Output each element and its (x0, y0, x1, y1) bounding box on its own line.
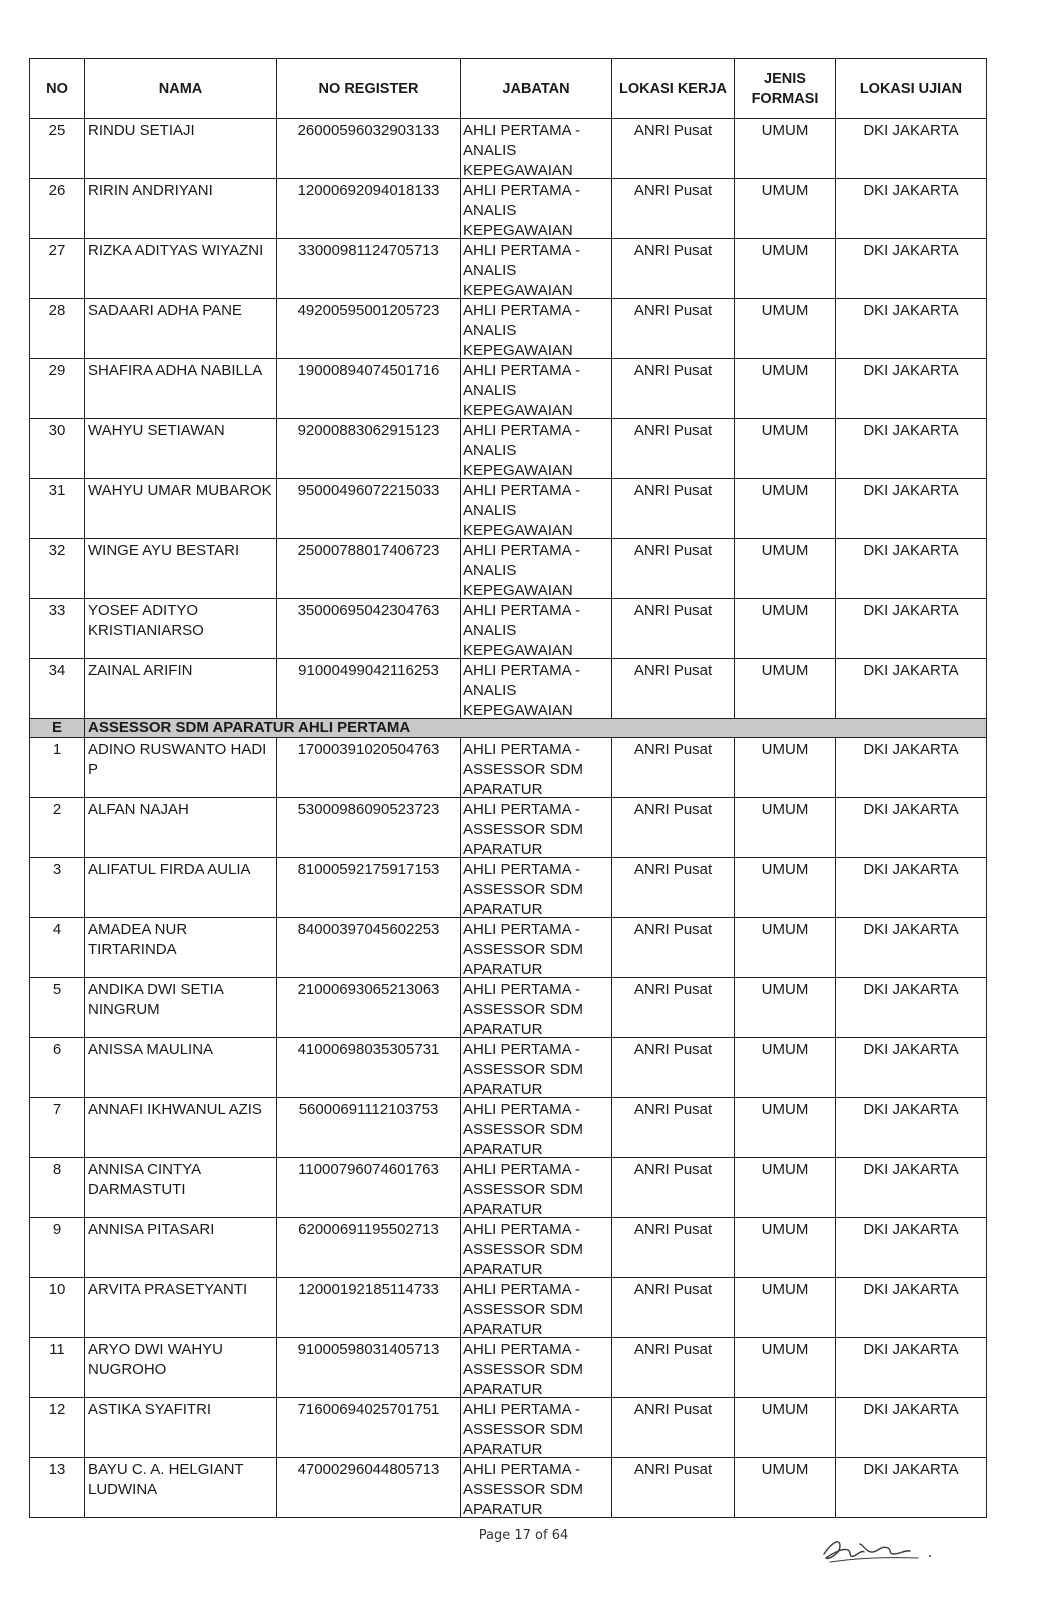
row-jenis-formasi: UMUM (735, 738, 836, 798)
row-no: 13 (30, 1458, 85, 1518)
row-jenis-formasi: UMUM (735, 1098, 836, 1158)
row-register: 25000788017406723 (277, 539, 461, 599)
row-jabatan-text: AHLI PERTAMA - ASSESSOR SDM APARATUR (463, 741, 584, 797)
row-nama: YOSEF ADITYO KRISTIANIARSO (85, 599, 277, 659)
row-lokasi-ujian: DKI JAKARTA (836, 798, 987, 858)
row-register: 41000698035305731 (277, 1038, 461, 1098)
row-jenis-formasi: UMUM (735, 978, 836, 1038)
table-row (30, 978, 987, 1038)
row-jabatan-text: AHLI PERTAMA - ASSESSOR SDM APARATUR (463, 921, 584, 977)
row-no: 9 (30, 1218, 85, 1278)
row-jabatan (461, 179, 612, 239)
row-nama: WINGE AYU BESTARI (85, 539, 277, 599)
row-jabatan-text: AHLI PERTAMA - ASSESSOR SDM APARATUR (463, 1401, 584, 1457)
row-nama: ZAINAL ARIFIN (85, 659, 277, 719)
row-jenis-formasi: UMUM (735, 539, 836, 599)
row-jabatan-text: AHLI PERTAMA - ASSESSOR SDM APARATUR (463, 1161, 584, 1217)
row-register: 95000496072215033 (277, 479, 461, 539)
table-row (30, 359, 987, 419)
row-lokasi-ujian: DKI JAKARTA (836, 1458, 987, 1518)
row-lokasi-kerja: ANRI Pusat (612, 978, 735, 1038)
row-lokasi-ujian: DKI JAKARTA (836, 978, 987, 1038)
table-row (30, 1278, 987, 1338)
row-jabatan-text: AHLI PERTAMA - ANALIS KEPEGAWAIAN (463, 362, 580, 418)
row-no: 29 (30, 359, 85, 419)
row-no: 12 (30, 1398, 85, 1458)
table-row (30, 1158, 987, 1218)
header-register: NO REGISTER (277, 59, 461, 119)
table-row (30, 419, 987, 479)
row-lokasi-kerja: ANRI Pusat (612, 299, 735, 359)
row-nama: ANDIKA DWI SETIA NINGRUM (85, 978, 277, 1038)
row-lokasi-kerja: ANRI Pusat (612, 539, 735, 599)
row-jenis-formasi: UMUM (735, 479, 836, 539)
row-lokasi-kerja: ANRI Pusat (612, 858, 735, 918)
row-jabatan (461, 798, 612, 858)
row-jabatan-text: AHLI PERTAMA - ASSESSOR SDM APARATUR (463, 981, 584, 1037)
row-register: 19000894074501716 (277, 359, 461, 419)
row-jenis-formasi: UMUM (735, 239, 836, 299)
row-no: 4 (30, 918, 85, 978)
row-jabatan-text: AHLI PERTAMA - ASSESSOR SDM APARATUR (463, 1101, 584, 1157)
row-lokasi-kerja: ANRI Pusat (612, 1098, 735, 1158)
row-register: 84000397045602253 (277, 918, 461, 978)
header-jenis-formasi-line1: JENIS (764, 70, 806, 87)
row-no: 2 (30, 798, 85, 858)
table-row (30, 1398, 987, 1458)
row-lokasi-ujian: DKI JAKARTA (836, 1098, 987, 1158)
header-jabatan: JABATAN (461, 59, 612, 119)
row-register: 92000883062915123 (277, 419, 461, 479)
row-no: 10 (30, 1278, 85, 1338)
row-lokasi-kerja: ANRI Pusat (612, 179, 735, 239)
header-lokasi-kerja: LOKASI KERJA (612, 59, 735, 119)
row-jabatan (461, 239, 612, 299)
row-nama: ANNISA PITASARI (85, 1218, 277, 1278)
table-row (30, 798, 987, 858)
row-jabatan (461, 738, 612, 798)
table-row (30, 1458, 987, 1518)
row-register: 49200595001205723 (277, 299, 461, 359)
candidate-table (29, 58, 987, 1518)
row-jabatan (461, 359, 612, 419)
table-row (30, 1218, 987, 1278)
row-register: 81000592175917153 (277, 858, 461, 918)
table-row (30, 539, 987, 599)
row-jenis-formasi: UMUM (735, 599, 836, 659)
row-jabatan (461, 599, 612, 659)
row-jabatan (461, 1158, 612, 1218)
row-nama: RIRIN ANDRIYANI (85, 179, 277, 239)
row-jenis-formasi: UMUM (735, 798, 836, 858)
header-jenis-formasi (735, 59, 836, 119)
table-row (30, 1038, 987, 1098)
row-lokasi-kerja: ANRI Pusat (612, 1278, 735, 1338)
table-row (30, 479, 987, 539)
row-register: 11000796074601763 (277, 1158, 461, 1218)
row-lokasi-kerja: ANRI Pusat (612, 1398, 735, 1458)
row-no: 11 (30, 1338, 85, 1398)
row-jenis-formasi: UMUM (735, 179, 836, 239)
row-no: 28 (30, 299, 85, 359)
row-nama: WAHYU UMAR MUBAROK (85, 479, 277, 539)
row-lokasi-ujian: DKI JAKARTA (836, 1278, 987, 1338)
row-nama: ALIFATUL FIRDA AULIA (85, 858, 277, 918)
row-no: 32 (30, 539, 85, 599)
row-lokasi-kerja: ANRI Pusat (612, 1038, 735, 1098)
header-nama: NAMA (85, 59, 277, 119)
row-lokasi-ujian: DKI JAKARTA (836, 239, 987, 299)
section-row (30, 719, 987, 738)
row-register: 47000296044805713 (277, 1458, 461, 1518)
row-jabatan-text: AHLI PERTAMA - ANALIS KEPEGAWAIAN (463, 662, 580, 718)
row-jabatan (461, 1098, 612, 1158)
row-lokasi-ujian: DKI JAKARTA (836, 1158, 987, 1218)
row-lokasi-ujian: DKI JAKARTA (836, 119, 987, 179)
row-register: 71600694025701751 (277, 1398, 461, 1458)
row-register: 12000692094018133 (277, 179, 461, 239)
row-jabatan (461, 299, 612, 359)
row-jenis-formasi: UMUM (735, 1338, 836, 1398)
row-jabatan-text: AHLI PERTAMA - ANALIS KEPEGAWAIAN (463, 602, 580, 658)
row-jabatan (461, 1458, 612, 1518)
row-lokasi-kerja: ANRI Pusat (612, 119, 735, 179)
signature-icon (818, 1524, 938, 1570)
row-lokasi-kerja: ANRI Pusat (612, 1458, 735, 1518)
table-row (30, 738, 987, 798)
row-no: 25 (30, 119, 85, 179)
row-nama: BAYU C. A. HELGIANT LUDWINA (85, 1458, 277, 1518)
table-header-row (30, 59, 987, 119)
row-nama: AMADEA NUR TIRTARINDA (85, 918, 277, 978)
row-jenis-formasi: UMUM (735, 1278, 836, 1338)
row-nama: ASTIKA SYAFITRI (85, 1398, 277, 1458)
row-jabatan (461, 1338, 612, 1398)
row-jabatan (461, 659, 612, 719)
row-jenis-formasi: UMUM (735, 359, 836, 419)
row-no: 8 (30, 1158, 85, 1218)
row-lokasi-ujian: DKI JAKARTA (836, 359, 987, 419)
row-jabatan-text: AHLI PERTAMA - ANALIS KEPEGAWAIAN (463, 422, 580, 478)
table-row (30, 299, 987, 359)
section-code: E (30, 719, 85, 738)
row-nama: RINDU SETIAJI (85, 119, 277, 179)
row-lokasi-ujian: DKI JAKARTA (836, 1338, 987, 1398)
table-row (30, 1098, 987, 1158)
row-lokasi-kerja: ANRI Pusat (612, 738, 735, 798)
row-jabatan-text: AHLI PERTAMA - ANALIS KEPEGAWAIAN (463, 242, 580, 298)
row-jenis-formasi: UMUM (735, 1038, 836, 1098)
row-no: 3 (30, 858, 85, 918)
row-no: 30 (30, 419, 85, 479)
row-jabatan-text: AHLI PERTAMA - ASSESSOR SDM APARATUR (463, 801, 584, 857)
row-lokasi-ujian: DKI JAKARTA (836, 1038, 987, 1098)
row-lokasi-kerja: ANRI Pusat (612, 419, 735, 479)
row-lokasi-ujian: DKI JAKARTA (836, 179, 987, 239)
row-lokasi-ujian: DKI JAKARTA (836, 738, 987, 798)
row-nama: ARVITA PRASETYANTI (85, 1278, 277, 1338)
row-no: 31 (30, 479, 85, 539)
header-jenis-formasi-line2: FORMASI (751, 90, 819, 107)
row-lokasi-kerja: ANRI Pusat (612, 1158, 735, 1218)
row-jabatan-text: AHLI PERTAMA - ANALIS KEPEGAWAIAN (463, 482, 580, 538)
row-no: 34 (30, 659, 85, 719)
row-jabatan (461, 539, 612, 599)
row-nama: ARYO DWI WAHYU NUGROHO (85, 1338, 277, 1398)
row-register: 91000598031405713 (277, 1338, 461, 1398)
table-row (30, 239, 987, 299)
row-lokasi-ujian: DKI JAKARTA (836, 599, 987, 659)
row-no: 27 (30, 239, 85, 299)
row-jabatan-text: AHLI PERTAMA - ANALIS KEPEGAWAIAN (463, 302, 580, 358)
row-jabatan (461, 1038, 612, 1098)
row-register: 33000981124705713 (277, 239, 461, 299)
row-lokasi-ujian: DKI JAKARTA (836, 918, 987, 978)
row-no: 5 (30, 978, 85, 1038)
table-body (30, 119, 987, 1518)
row-jenis-formasi: UMUM (735, 918, 836, 978)
row-nama: SHAFIRA ADHA NABILLA (85, 359, 277, 419)
row-register: 56000691112103753 (277, 1098, 461, 1158)
row-lokasi-ujian: DKI JAKARTA (836, 1218, 987, 1278)
row-jenis-formasi: UMUM (735, 1158, 836, 1218)
row-jenis-formasi: UMUM (735, 419, 836, 479)
table-row (30, 119, 987, 179)
row-register: 53000986090523723 (277, 798, 461, 858)
table-row (30, 918, 987, 978)
row-nama: ADINO RUSWANTO HADI P (85, 738, 277, 798)
row-jabatan-text: AHLI PERTAMA - ANALIS KEPEGAWAIAN (463, 182, 580, 238)
row-lokasi-ujian: DKI JAKARTA (836, 1398, 987, 1458)
row-register: 62000691195502713 (277, 1218, 461, 1278)
row-nama: SADAARI ADHA PANE (85, 299, 277, 359)
row-lokasi-kerja: ANRI Pusat (612, 1338, 735, 1398)
row-lokasi-kerja: ANRI Pusat (612, 798, 735, 858)
row-jabatan (461, 1278, 612, 1338)
page-number: Page 17 of 64 (478, 1528, 569, 1543)
row-nama: ALFAN NAJAH (85, 798, 277, 858)
row-register: 21000693065213063 (277, 978, 461, 1038)
row-jabatan-text: AHLI PERTAMA - ASSESSOR SDM APARATUR (463, 1281, 584, 1337)
row-no: 26 (30, 179, 85, 239)
row-nama: ANNISA CINTYA DARMASTUTI (85, 1158, 277, 1218)
row-lokasi-ujian: DKI JAKARTA (836, 659, 987, 719)
row-lokasi-kerja: ANRI Pusat (612, 599, 735, 659)
table-row (30, 659, 987, 719)
section-title: ASSESSOR SDM APARATUR AHLI PERTAMA (85, 719, 987, 738)
row-jabatan-text: AHLI PERTAMA - ASSESSOR SDM APARATUR (463, 1461, 584, 1517)
row-jabatan (461, 858, 612, 918)
row-lokasi-ujian: DKI JAKARTA (836, 479, 987, 539)
row-jenis-formasi: UMUM (735, 1398, 836, 1458)
row-jabatan-text: AHLI PERTAMA - ASSESSOR SDM APARATUR (463, 1041, 584, 1097)
row-jenis-formasi: UMUM (735, 1218, 836, 1278)
row-register: 26000596032903133 (277, 119, 461, 179)
row-lokasi-ujian: DKI JAKARTA (836, 299, 987, 359)
row-no: 1 (30, 738, 85, 798)
row-register: 91000499042116253 (277, 659, 461, 719)
row-jabatan (461, 419, 612, 479)
table-row (30, 599, 987, 659)
row-lokasi-kerja: ANRI Pusat (612, 239, 735, 299)
row-jenis-formasi: UMUM (735, 659, 836, 719)
row-jabatan-text: AHLI PERTAMA - ASSESSOR SDM APARATUR (463, 1221, 584, 1277)
row-nama: RIZKA ADITYAS WIYAZNI (85, 239, 277, 299)
row-jabatan (461, 479, 612, 539)
row-jenis-formasi: UMUM (735, 299, 836, 359)
table-row (30, 1338, 987, 1398)
row-jabatan (461, 1218, 612, 1278)
row-register: 17000391020504763 (277, 738, 461, 798)
row-jabatan-text: AHLI PERTAMA - ASSESSOR SDM APARATUR (463, 1341, 584, 1397)
row-lokasi-ujian: DKI JAKARTA (836, 419, 987, 479)
row-lokasi-kerja: ANRI Pusat (612, 1218, 735, 1278)
row-lokasi-ujian: DKI JAKARTA (836, 539, 987, 599)
row-nama: ANISSA MAULINA (85, 1038, 277, 1098)
header-no: NO (30, 59, 85, 119)
row-register: 35000695042304763 (277, 599, 461, 659)
row-jabatan (461, 978, 612, 1038)
row-no: 33 (30, 599, 85, 659)
row-jabatan-text: AHLI PERTAMA - ANALIS KEPEGAWAIAN (463, 542, 580, 598)
table-row (30, 858, 987, 918)
row-jabatan (461, 119, 612, 179)
header-lokasi-ujian: LOKASI UJIAN (836, 59, 987, 119)
row-lokasi-kerja: ANRI Pusat (612, 359, 735, 419)
row-nama: ANNAFI IKHWANUL AZIS (85, 1098, 277, 1158)
row-no: 7 (30, 1098, 85, 1158)
table-row (30, 179, 987, 239)
row-jenis-formasi: UMUM (735, 858, 836, 918)
row-jenis-formasi: UMUM (735, 1458, 836, 1518)
row-jabatan-text: AHLI PERTAMA - ASSESSOR SDM APARATUR (463, 861, 584, 917)
row-jabatan (461, 918, 612, 978)
row-register: 12000192185114733 (277, 1278, 461, 1338)
row-lokasi-kerja: ANRI Pusat (612, 918, 735, 978)
row-jabatan (461, 1398, 612, 1458)
row-lokasi-kerja: ANRI Pusat (612, 659, 735, 719)
row-no: 6 (30, 1038, 85, 1098)
row-lokasi-kerja: ANRI Pusat (612, 479, 735, 539)
row-nama: WAHYU SETIAWAN (85, 419, 277, 479)
row-jenis-formasi: UMUM (735, 119, 836, 179)
row-jabatan-text: AHLI PERTAMA - ANALIS KEPEGAWAIAN (463, 122, 580, 178)
row-lokasi-ujian: DKI JAKARTA (836, 858, 987, 918)
